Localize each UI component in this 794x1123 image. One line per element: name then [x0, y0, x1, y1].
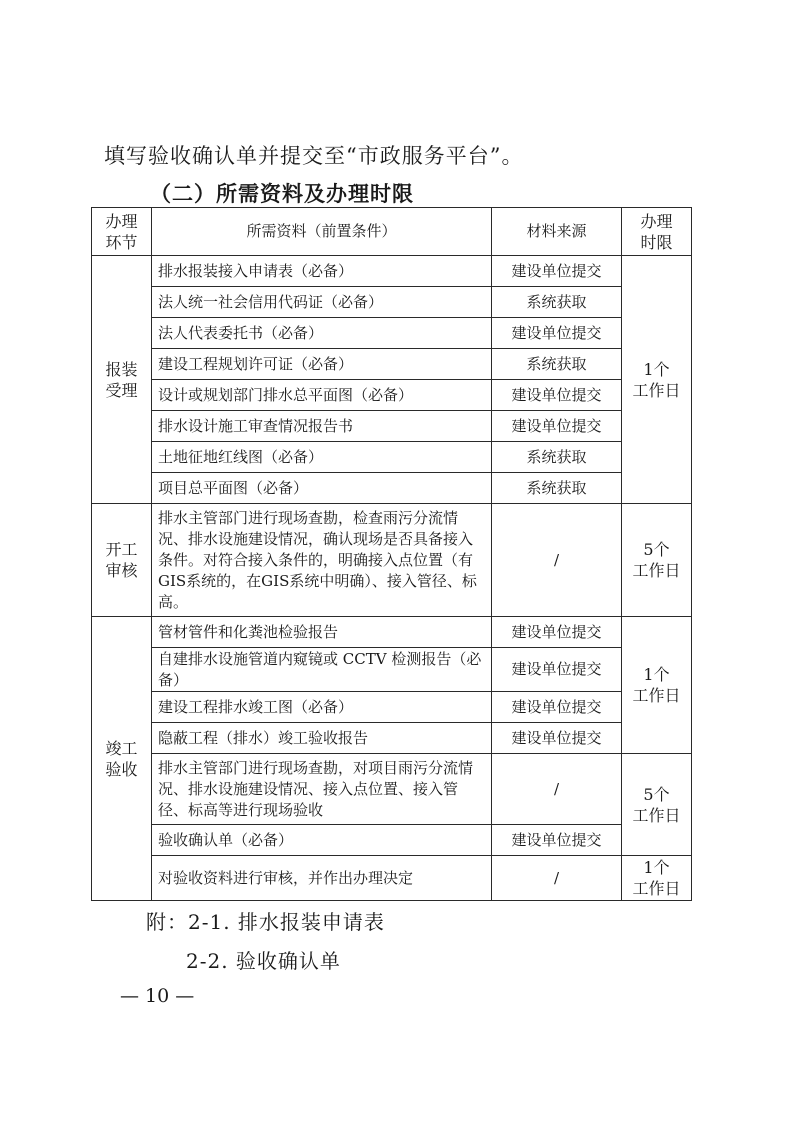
source-cell: / — [492, 504, 622, 617]
stage-reception: 报装 受理 — [92, 256, 152, 504]
material-cell: 土地征地红线图（必备） — [152, 442, 492, 473]
table-row — [92, 473, 692, 504]
header-stage: 办理 环节 — [92, 208, 152, 256]
table-row — [92, 318, 692, 349]
source-cell: 建设单位提交 — [492, 617, 622, 648]
page-number: — 10 — — [120, 985, 195, 1007]
material-cell: 管材管件和化粪池检验报告 — [152, 617, 492, 648]
time-acceptance-a: 1个 工作日 — [622, 617, 692, 754]
table-row — [92, 442, 692, 473]
table-row — [92, 617, 692, 648]
source-cell: 建设单位提交 — [492, 825, 622, 856]
source-cell: 建设单位提交 — [492, 692, 622, 723]
table-row — [92, 754, 692, 825]
material-cell: 排水主管部门进行现场查勘，对项目雨污分流情况、排水设施建设情况、接入点位置、接入管径、标高等进行现场验收 — [152, 754, 492, 825]
source-cell: / — [492, 754, 622, 825]
source-cell: 系统获取 — [492, 473, 622, 504]
table-row — [92, 349, 692, 380]
material-cell: 隐蔽工程（排水）竣工验收报告 — [152, 723, 492, 754]
source-cell: 建设单位提交 — [492, 723, 622, 754]
header-source: 材料来源 — [492, 208, 622, 256]
source-cell: 系统获取 — [492, 442, 622, 473]
source-cell: 建设单位提交 — [492, 318, 622, 349]
time-reception: 1个 工作日 — [622, 256, 692, 504]
material-cell: 建设工程规划许可证（必备） — [152, 349, 492, 380]
material-cell: 排水报装接入申请表（必备） — [152, 256, 492, 287]
material-cell: 法人代表委托书（必备） — [152, 318, 492, 349]
table-row — [92, 256, 692, 287]
attachment-line-1 — [146, 906, 385, 935]
table-row — [92, 411, 692, 442]
attachment-prefix: 附： — [146, 910, 188, 934]
section-heading: （二）所需资料及办理时限 — [150, 181, 414, 206]
material-cell: 验收确认单（必备） — [152, 825, 492, 856]
table-row — [92, 723, 692, 754]
source-cell: 建设单位提交 — [492, 411, 622, 442]
intro-paragraph-line: 填写验收确认单并提交至“市政服务平台”。 — [104, 144, 524, 168]
time-acceptance-b: 5个 工作日 — [622, 754, 692, 856]
material-cell: 对验收资料进行审核，并作出办理决定 — [152, 856, 492, 901]
header-time: 办理 时限 — [622, 208, 692, 256]
source-cell: 建设单位提交 — [492, 380, 622, 411]
table-row — [92, 856, 692, 901]
table-row — [92, 692, 692, 723]
material-cell: 建设工程排水竣工图（必备） — [152, 692, 492, 723]
material-cell: 项目总平面图（必备） — [152, 473, 492, 504]
material-cell: 法人统一社会信用代码证（必备） — [152, 287, 492, 318]
attachment-item-1: 2-1. 排水报装申请表 — [188, 910, 385, 934]
table-row — [92, 504, 692, 617]
source-cell: 建设单位提交 — [492, 648, 622, 692]
table-row — [92, 287, 692, 318]
time-acceptance-c: 1个 工作日 — [622, 856, 692, 901]
stage-acceptance: 竣工 验收 — [92, 617, 152, 901]
table-header-row — [92, 208, 692, 256]
material-cell: 设计或规划部门排水总平面图（必备） — [152, 380, 492, 411]
time-commencement: 5个 工作日 — [622, 504, 692, 617]
source-cell: 系统获取 — [492, 349, 622, 380]
header-materials: 所需资料（前置条件） — [152, 208, 492, 256]
source-cell: 建设单位提交 — [492, 256, 622, 287]
requirements-table — [91, 207, 692, 901]
table-row — [92, 825, 692, 856]
source-cell: / — [492, 856, 622, 901]
material-cell: 自建排水设施管道内窥镜或 CCTV 检测报告（必备） — [152, 648, 492, 692]
table-row — [92, 648, 692, 692]
source-cell: 系统获取 — [492, 287, 622, 318]
material-cell: 排水设计施工审查情况报告书 — [152, 411, 492, 442]
stage-commencement: 开工 审核 — [92, 504, 152, 617]
table-row — [92, 380, 692, 411]
material-cell: 排水主管部门进行现场查勘，检查雨污分流情况、排水设施建设情况，确认现场是否具备接入条件。对符合接入条件的，明确接入点位置（有GIS系统的，在GIS系统中明确）、接入管径、标高。 — [152, 504, 492, 617]
attachment-line-2: 2-2. 验收确认单 — [186, 949, 341, 973]
